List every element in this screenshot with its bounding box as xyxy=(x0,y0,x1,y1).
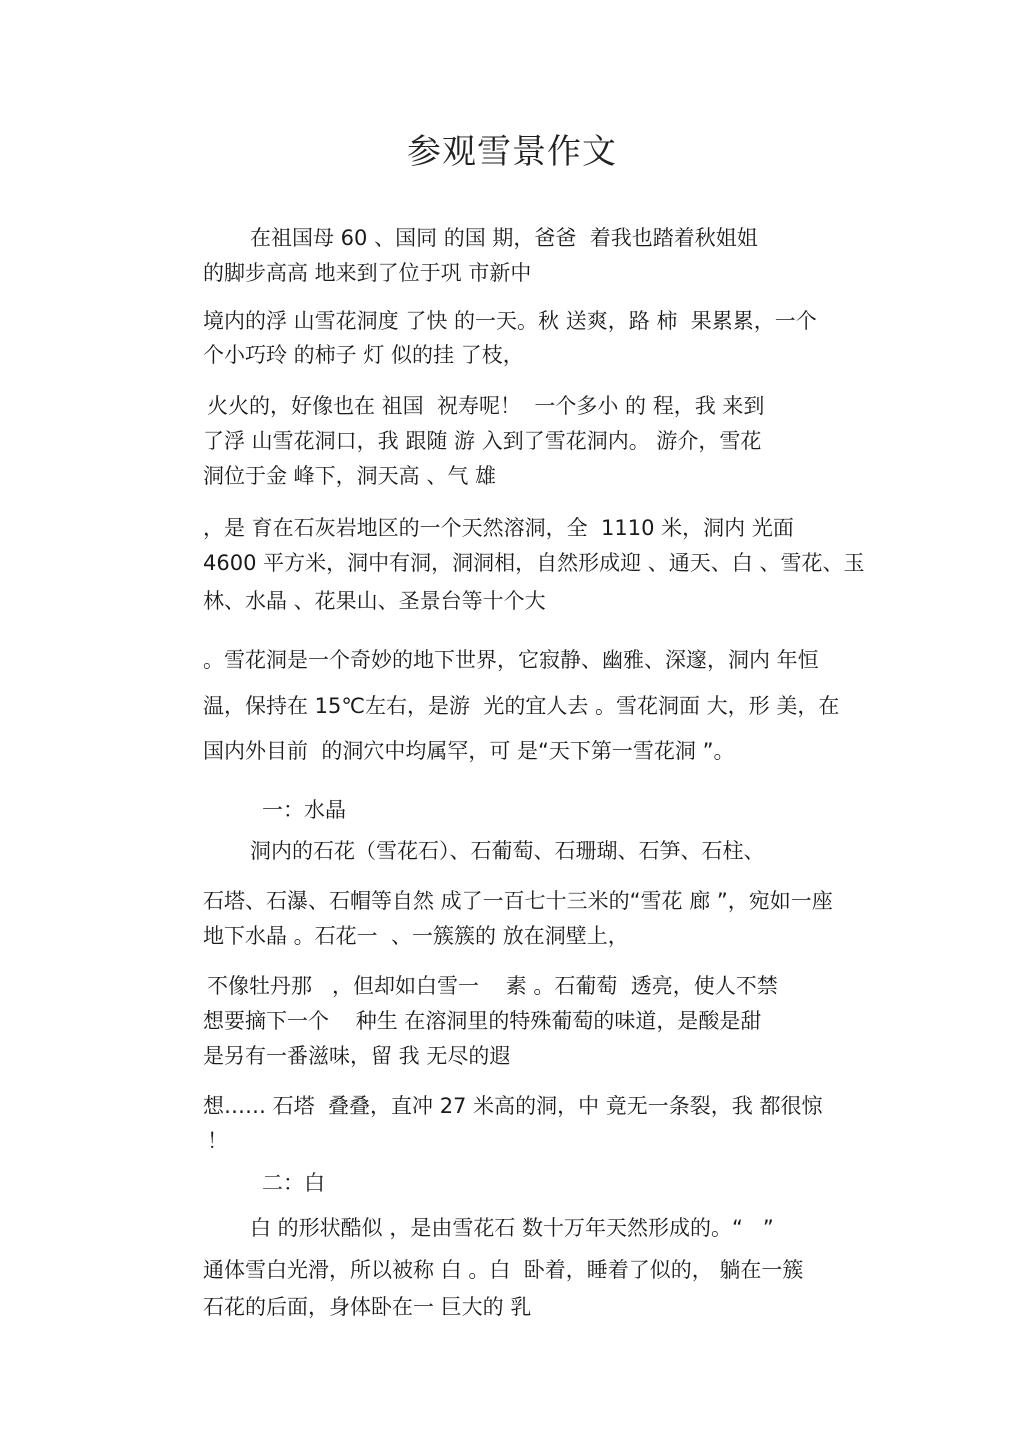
text-line-5: 火火的，好像也在 祖国 祝寿呢！ 一个多小 的 程，我 来到 xyxy=(207,394,765,418)
text-line-19: 想要摘下一个 种生 在溶洞里的特殊葡萄的味道，是酸是甜 xyxy=(203,1009,762,1033)
text-line-12: 温，保持在 15℃左右，是游 光的宜人去 。雪花洞面 大，形 美，在 xyxy=(203,694,840,718)
text-line-26: 石花的后面，身体卧在一 巨大的 乳 xyxy=(203,1295,532,1319)
text-line-20: 是另有一番滋味，留 我 无尽的遐 xyxy=(203,1044,511,1068)
text-line-6: 了浮 山雪花洞口，我 跟随 游 入到了雪花洞内。 游介，雪花 xyxy=(203,429,762,453)
text-line-24: 白 的形状酷似 ，是由雪花石 数十万年天然形成的。“ ” xyxy=(250,1216,774,1240)
text-line-15: 洞内的石花（雪花石）、石葡萄、石珊瑚、石笋、石柱、 xyxy=(250,839,765,863)
text-line-13: 国内外目前 的洞穴中均属罕，可 是“天下第一雪花洞 ”。 xyxy=(203,739,735,763)
text-line-18: 不像牡丹那 ，但却如白雪一 素 。石葡萄 透亮，使人不禁 xyxy=(207,974,778,998)
text-line-4: 个小巧玲 的柿子 灯 似的挂 了枝， xyxy=(203,343,524,367)
section-heading-1: 一：水晶 xyxy=(262,798,346,822)
text-line-16: 石塔、石瀑、石帽等自然 成了一百七十三米的“雪花 廊 ”，宛如一座 xyxy=(203,889,833,913)
section-heading-2: 二：白 xyxy=(262,1171,325,1195)
text-line-22: ！ xyxy=(207,1129,228,1153)
document-title: 参观雪景作文 xyxy=(407,132,617,172)
text-line-1: 在祖国母 60 、国同 的国 期，爸爸 着我也踏着秋姐姐 xyxy=(250,226,758,250)
text-line-10: 林、水晶 、花果山、圣景台等十个大 xyxy=(203,589,546,613)
text-line-11: 。雪花洞是一个奇妙的地下世界，它寂静、幽雅、深邃，洞内 年恒 xyxy=(203,648,819,672)
text-line-17: 地下水晶 。石花一 、一簇簇的 放在洞壁上， xyxy=(203,924,629,948)
text-line-25: 通体雪白光滑，所以被称 白 。白 卧着，睡着了似的， 躺在一簇 xyxy=(203,1258,804,1282)
text-line-7: 洞位于金 峰下，洞天高 、气 雄 xyxy=(203,464,497,488)
text-line-8: ，是 育在石灰岩地区的一个天然溶洞，全 1110 米，洞内 光面 xyxy=(203,516,794,540)
text-line-3: 境内的浮 山雪花洞度 了快 的一天。秋 送爽，路 柿 果累累，一个 xyxy=(203,309,817,333)
text-line-2: 的脚步高高 地来到了位于巩 市新中 xyxy=(203,261,532,285)
text-line-9: 4600 平方米，洞中有洞，洞洞相，自然形成迎 、通天、白 、雪花、玉 xyxy=(203,551,865,575)
text-line-21: 想…… 石塔 叠叠，直冲 27 米高的洞，中 竟无一条裂，我 都很惊 xyxy=(203,1094,823,1118)
